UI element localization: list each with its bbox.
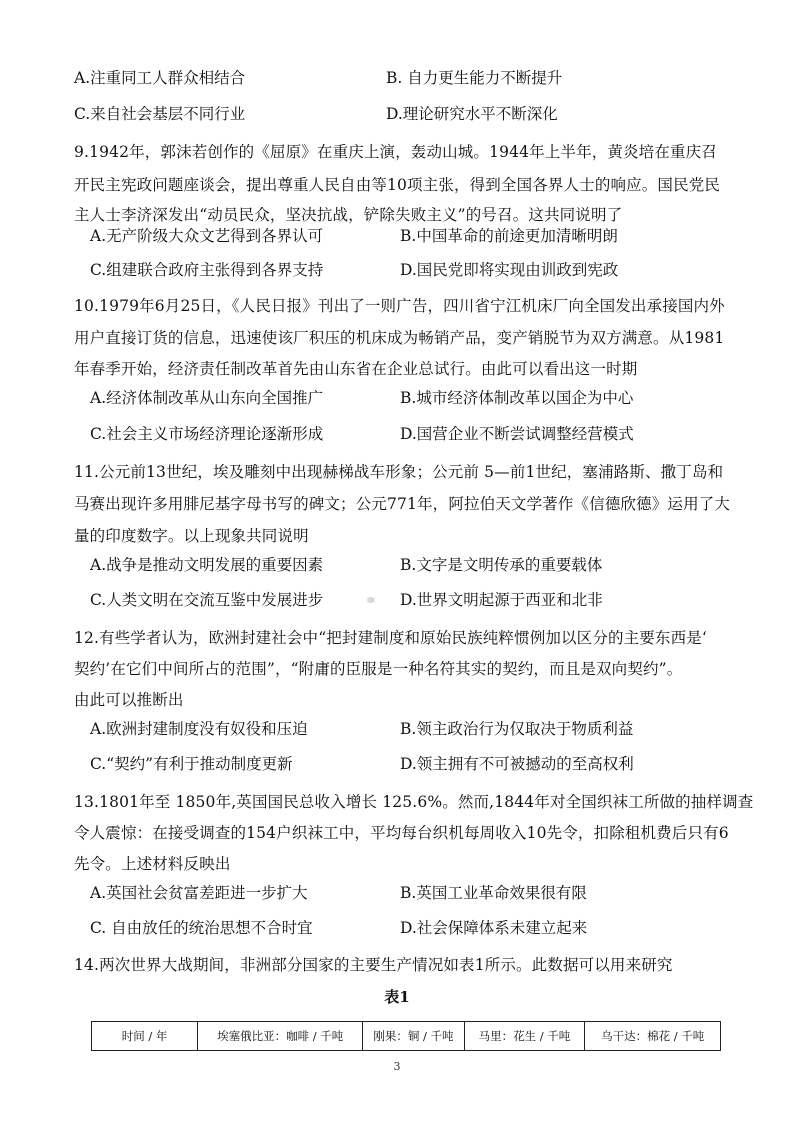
q13-option-a: A.英国社会贫富差距进一步扩大	[90, 884, 308, 902]
q10-stem-line-2: 用户直接订货的信息，迅速使该厂积压的机床成为畅销产品，变产销脱节为双方满意。从1981	[74, 329, 725, 347]
q11-option-b: B.文字是文明传承的重要载体	[400, 556, 603, 574]
q12-option-b: B.领主政治行为仅取决于物质利益	[400, 720, 634, 738]
q13-option-d: D.社会保障体系未建立起来	[400, 919, 588, 937]
q12-stem-line-3: 由此可以推断出	[74, 691, 184, 709]
q10-option-c: C.社会主义市场经济理论逐渐形成	[90, 425, 324, 443]
q12-option-c: C.“契约”有利于推动制度更新	[90, 755, 293, 773]
q11-option-c: C.人类文明在交流互鉴中发展进步	[90, 591, 324, 609]
q9-option-d: D.国民党即将实现由训政到宪政	[400, 261, 619, 279]
q8-option-b: B. 自力更生能力不断提升	[386, 69, 563, 87]
q9-stem-line-1: 9.1942年，郭沫若创作的《屈原》在重庆上演，轰动山城。1944年上半年，黄炎培在重庆召	[74, 143, 717, 161]
table-header-cell: 乌干达：棉花 / 千吨	[585, 1022, 721, 1051]
q13-stem-line-2: 令人震惊：在接受调查的154户织袜工中，平均每台织机每周收入10先令，扣除租机费后只有6	[74, 824, 729, 842]
data-table	[91, 1021, 721, 1051]
q9-option-c: C.组建联合政府主张得到各界支持	[90, 261, 324, 279]
table-header-row	[92, 1022, 721, 1051]
table-header-cell: 埃塞俄比亚：咖啡 / 千吨	[198, 1022, 363, 1051]
q11-option-a: A.战争是推动文明发展的重要因素	[90, 556, 324, 574]
q14-stem: 14.两次世界大战期间，非洲部分国家的主要生产情况如表1所示。此数据可以用来研究	[74, 956, 673, 974]
q9-stem-line-2: 开民主宪政问题座谈会，提出尊重人民自由等10项主张，得到全国各界人士的响应。国民党民	[74, 176, 721, 194]
q11-stem-line-2: 马赛出现许多用腓尼基字母书写的碑文；公元771年，阿拉伯天文学著作《信德欣德》运用了大	[74, 495, 731, 513]
q13-stem-line-1: 13.1801年至 1850年,英国国民总收入增长 125.6%。然而,1844年对全国织袜工所做的抽样调查	[74, 793, 754, 811]
table-caption: 表1	[384, 988, 410, 1006]
q13-stem-line-3: 先令。上述材料反映出	[74, 855, 231, 873]
q9-option-b: B.中国革命的前途更加清晰明朗	[400, 227, 618, 245]
page-number: 3	[393, 1060, 401, 1073]
q13-option-b: B.英国工业革命效果很有限	[400, 884, 587, 902]
q10-option-d: D.国营企业不断尝试调整经营模式	[400, 425, 634, 443]
scan-smudge	[367, 597, 375, 603]
q10-stem-line-1: 10.1979年6月25日，《人民日报》刊出了一则广告，四川省宁江机床厂向全国发出承接国内外	[74, 297, 725, 315]
q10-option-a: A.经济体制改革从山东向全国推广	[90, 389, 324, 407]
q11-option-d: D.世界文明起源于西亚和北非	[400, 591, 603, 609]
q12-stem-line-1: 12.有些学者认为，欧洲封建社会中“把封建制度和原始民族纯粹惯例加以区分的主要东西是‘	[74, 629, 707, 647]
q8-option-d: D.理论研究水平不断深化	[386, 105, 558, 123]
q8-option-c: C.来自社会基层不同行业	[74, 105, 246, 123]
table-header-cell: 刚果：铜 / 千吨	[363, 1022, 464, 1051]
q12-stem-line-2: 契约’在它们中间所占的范围”，“附庸的臣服是一种名符其实的契约，而且是双向契约”。	[74, 660, 683, 678]
q10-stem-line-3: 年春季开始，经济责任制改革首先由山东省在企业总试行。由此可以看出这一时期	[74, 360, 638, 378]
q9-stem-line-3: 主人士李济深发出“动员民众，坚决抗战，铲除失败主义”的号召。这共同说明了	[74, 206, 623, 224]
q11-stem-line-1: 11.公元前13世纪，埃及雕刻中出现赫梯战车形象；公元前 5—前1世纪，塞浦路斯、撒丁岛和	[74, 463, 724, 481]
q10-option-b: B.城市经济体制改革以国企为中心	[400, 389, 634, 407]
table-header-cell: 时间 / 年	[92, 1022, 198, 1051]
q12-option-a: A.欧洲封建制度没有奴役和压迫	[90, 720, 308, 738]
q9-option-a: A.无产阶级大众文艺得到各界认可	[90, 227, 324, 245]
table-header-cell: 马里：花生 / 千吨	[464, 1022, 585, 1051]
q8-option-a: A.注重同工人群众相结合	[74, 69, 246, 87]
q12-option-d: D.领主拥有不可被撼动的至高权利	[400, 755, 634, 773]
q13-option-c: C. 自由放任的统治思想不合时宜	[90, 919, 313, 937]
q11-stem-line-3: 量的印度数字。以上现象共同说明	[74, 527, 309, 545]
